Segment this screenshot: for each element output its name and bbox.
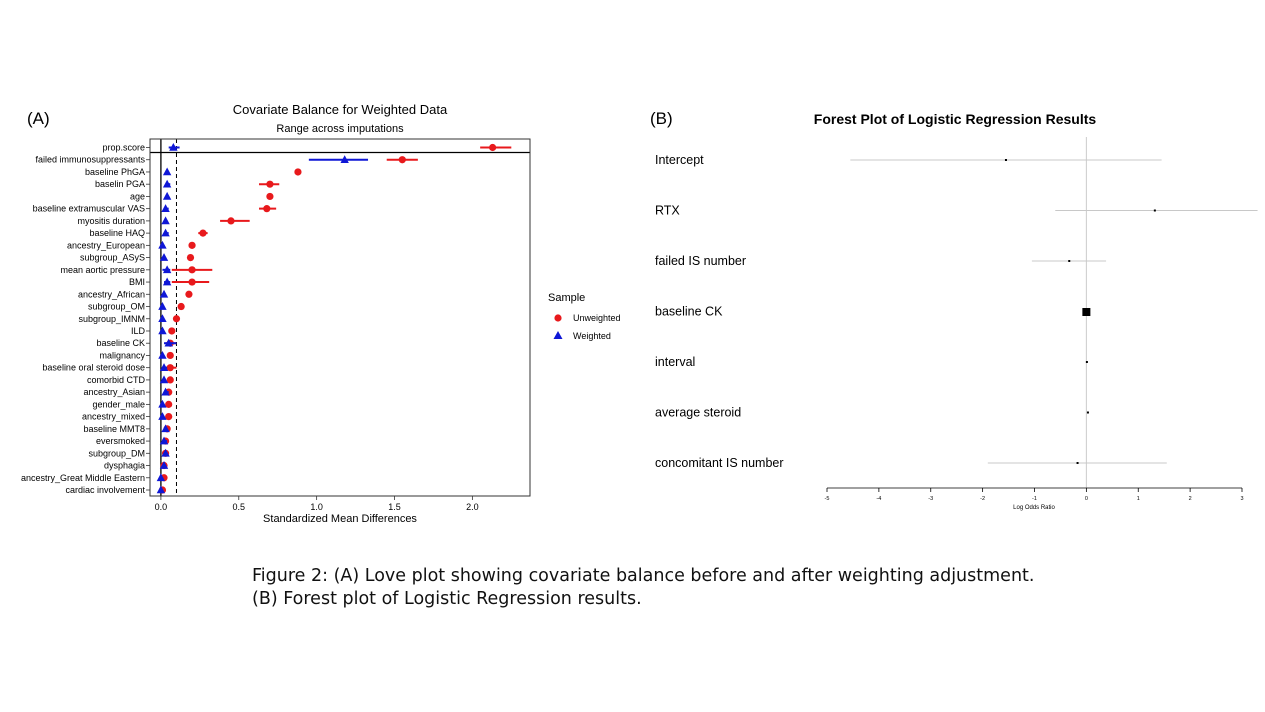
unweighted-point [167,352,174,359]
category-label: myositis duration [77,215,145,226]
love-plot-x-ticks [155,496,479,512]
x-tick-label: 1 [1136,496,1140,502]
panel-b-label: (B) [650,109,673,128]
unweighted-point [188,242,195,249]
love-plot-x-axis-title: Standardized Mean Differences [263,513,417,525]
love-plot-legend [548,292,621,341]
x-tick-label: 1.0 [310,502,323,512]
weighted-point [161,216,169,224]
category-label: ancestry_European [66,240,145,251]
category-label: ancestry_African [77,289,145,300]
weighted-point [158,241,166,249]
x-tick-label: 3 [1240,496,1244,502]
category-label: prop.score [102,142,145,153]
category-label: ancestry_Great Middle Eastern [20,472,145,483]
estimate-marker [1077,462,1079,464]
row-label: Intercept [655,153,704,167]
category-label: subgroup_OM [87,301,145,312]
legend-title: Sample [548,292,586,304]
legend-weighted-label: Weighted [573,331,611,341]
category-label: comorbid CTD [86,374,145,385]
unweighted-point [263,205,270,212]
love-plot-title: Covariate Balance for Weighted Data [232,102,448,117]
row-label: failed IS number [655,254,747,268]
forest-plot-marks [850,137,1257,488]
row-label: average steroid [655,405,742,420]
unweighted-point [399,156,406,163]
unweighted-point [266,193,273,200]
x-tick-label: 2 [1188,496,1192,502]
unweighted-point [199,230,206,237]
weighted-point [163,167,171,175]
category-label: baselin PGA [94,179,145,190]
love-plot-marks [150,139,530,496]
weighted-point [158,351,166,359]
row-label: concomitant IS number [655,456,784,470]
unweighted-point [294,168,301,175]
love-plot [21,102,621,525]
x-tick-label: 2.0 [466,502,479,512]
x-tick-label: 0.5 [232,502,246,512]
unweighted-point [188,266,195,273]
estimate-marker [1086,361,1088,363]
estimate-marker [1087,412,1089,414]
weighted-point [163,192,171,200]
x-tick-label: 0 [1084,496,1088,502]
row-label: baseline CK [655,304,723,319]
forest-plot-title: Forest Plot of Logistic Regression Results [813,111,1097,127]
category-label: ancestry_mixed [81,411,145,422]
category-label: failed immunosuppressants [35,154,145,165]
x-tick-label: 0.0 [154,502,168,512]
unweighted-point [173,315,180,322]
estimate-marker [1154,210,1156,212]
unweighted-point [266,181,273,188]
unweighted-point [168,327,175,334]
legend-unweighted-marker [554,314,561,321]
x-tick-label: -1 [1032,496,1037,502]
panel-a-label: (A) [27,109,50,128]
x-tick-label: -2 [980,496,986,502]
love-plot-panel-border [150,139,530,496]
row-label: interval [655,355,696,369]
forest-plot-row-labels [655,153,784,470]
weighted-point [158,326,166,334]
category-label: BMI [128,277,145,288]
category-label: baseline oral steroid dose [42,362,145,373]
estimate-marker [1068,260,1070,262]
x-tick-label: -4 [876,496,882,502]
category-label: ancestry_Asian [83,387,145,398]
figure-caption [252,565,1034,611]
caption-line-2: (B) Forest plot of Logistic Regression results. [252,589,642,609]
category-label: baseline extramuscular VAS [32,203,145,214]
category-label: eversmoked [95,436,145,447]
category-label: mean aortic pressure [60,264,145,275]
unweighted-point [489,144,496,151]
category-label: gender_male [92,399,145,410]
row-label: RTX [655,203,680,218]
category-label: baseline MMT8 [83,423,145,434]
category-label: ILD [130,325,145,336]
legend-weighted-marker [554,331,563,339]
unweighted-point [178,303,185,310]
unweighted-point [185,291,192,298]
category-label: baseline CK [96,338,145,349]
x-tick-label: -3 [928,496,934,502]
forest-plot [655,111,1258,511]
category-label: subgroup_DM [88,448,145,459]
legend-unweighted-label: Unweighted [573,313,621,323]
caption-line-1: Figure 2: (A) Love plot showing covariate balance before and after weighting adjustment. [252,566,1035,586]
forest-plot-x-axis-title: Log Odds Ratio [1013,505,1055,511]
x-tick-label: -5 [824,496,830,502]
category-label: dysphagia [103,460,145,471]
love-plot-category-labels [21,143,150,496]
unweighted-point [187,254,194,261]
category-label: baseline HAQ [89,228,145,239]
category-label: cardiac involvement [65,485,145,495]
weighted-point [158,314,166,322]
estimate-marker [1005,159,1007,161]
category-label: age [129,191,145,202]
x-tick-label: 1.5 [388,502,401,512]
forest-plot-x-axis [825,488,1244,502]
unweighted-point [188,278,195,285]
weighted-point [158,302,166,310]
love-plot-subtitle: Range across imputations [276,123,404,135]
unweighted-point [227,217,234,224]
category-label: malignancy [99,350,145,361]
category-label: baseline PhGA [84,166,145,177]
category-label: subgroup_ASyS [79,252,145,263]
category-label: subgroup_IMNM [78,313,145,324]
estimate-marker [1082,308,1090,316]
